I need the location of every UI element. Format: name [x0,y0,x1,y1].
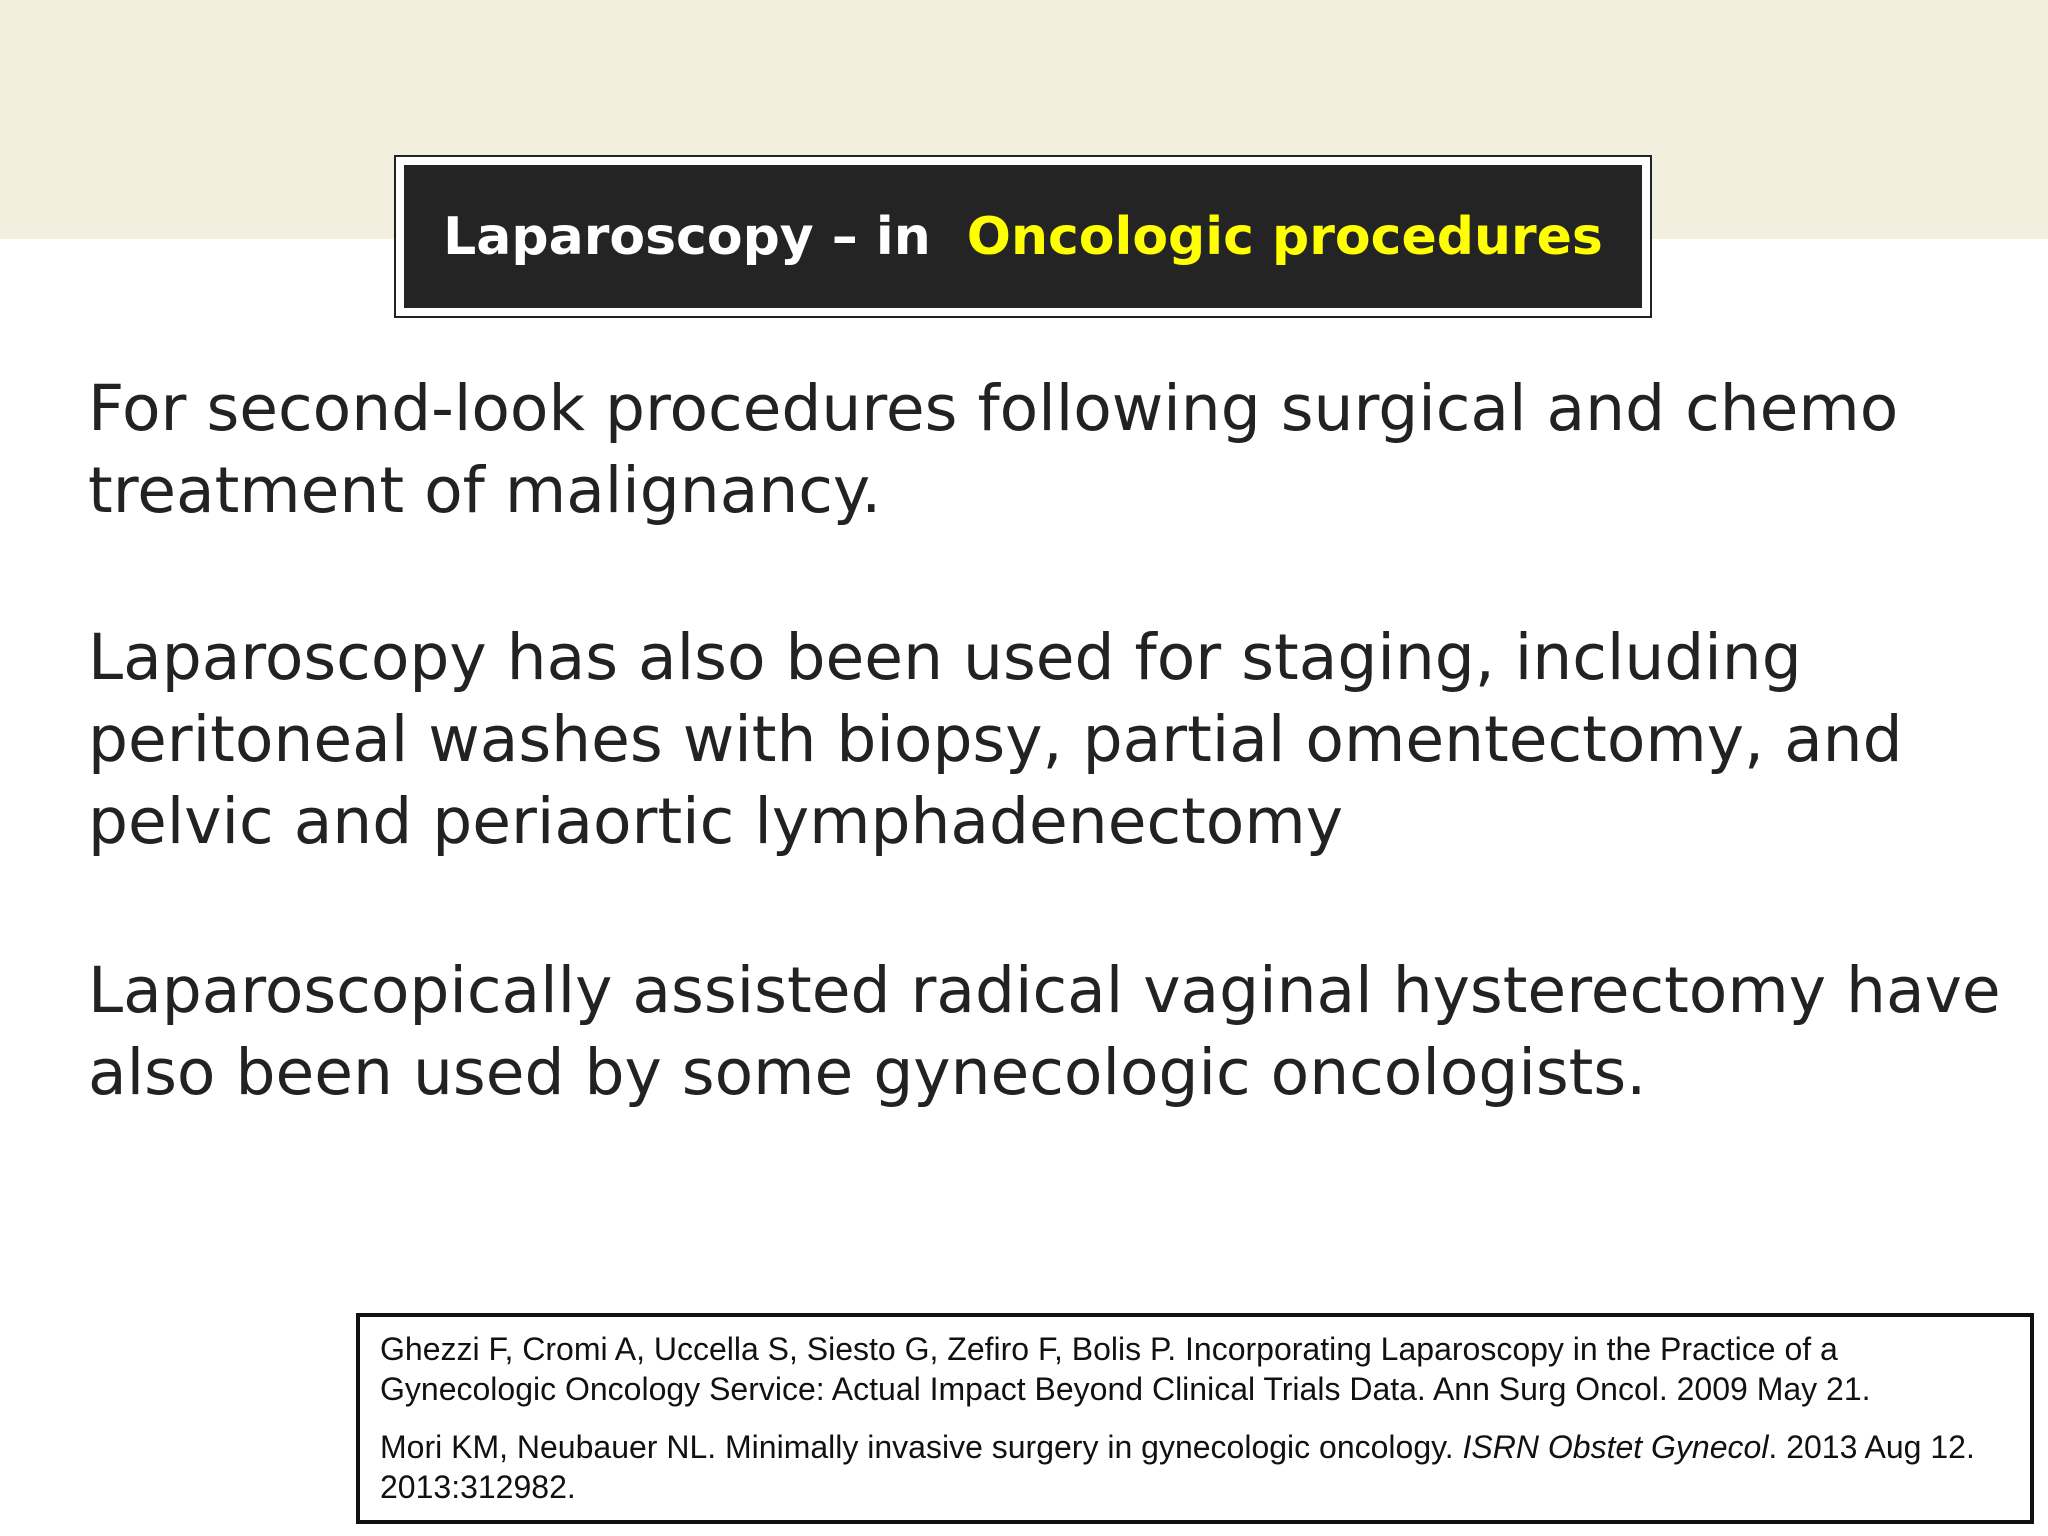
slide-title [404,165,1642,308]
title-prefix: Laparoscopy – in [443,206,931,267]
title-highlight: Oncologic procedures [966,206,1603,267]
reference-mori-journal: ISRN Obstet Gynecol [1462,1429,1769,1465]
title-frame [394,155,1652,318]
references-box [356,1313,2034,1524]
reference-mori-authors: Mori KM, Neubauer NL. Minimally invasive surgery in gynecologic oncology. [380,1429,1463,1465]
reference-ghezzi: Ghezzi F, Cromi A, Uccella S, Siesto G, Zefiro F, Bolis P. Incorporating Laparoscopy in the Practice of a Gynecologic Oncology Service: Actual Impact Beyond Clinical Trials Data. Ann Surg Oncol. 2009 May 21. [380,1331,1871,1407]
paragraph-hysterectomy: Laparoscopically assisted radical vaginal hysterectomy have also been used by some gynecologic oncologists. [88,954,2001,1109]
reference-mori [380,1427,2010,1507]
paragraph-staging: Laparoscopy has also been used for staging, including peritoneal washes with biopsy, partial omentectomy, and pelvic and periaortic lymphadenectomy [88,621,1903,858]
reference-mori-details: . 2013 Aug 12. 2013:312982. [380,1429,1975,1505]
paragraph-second-look: For second-look procedures following surgical and chemo treatment of malignancy. [88,372,1899,527]
